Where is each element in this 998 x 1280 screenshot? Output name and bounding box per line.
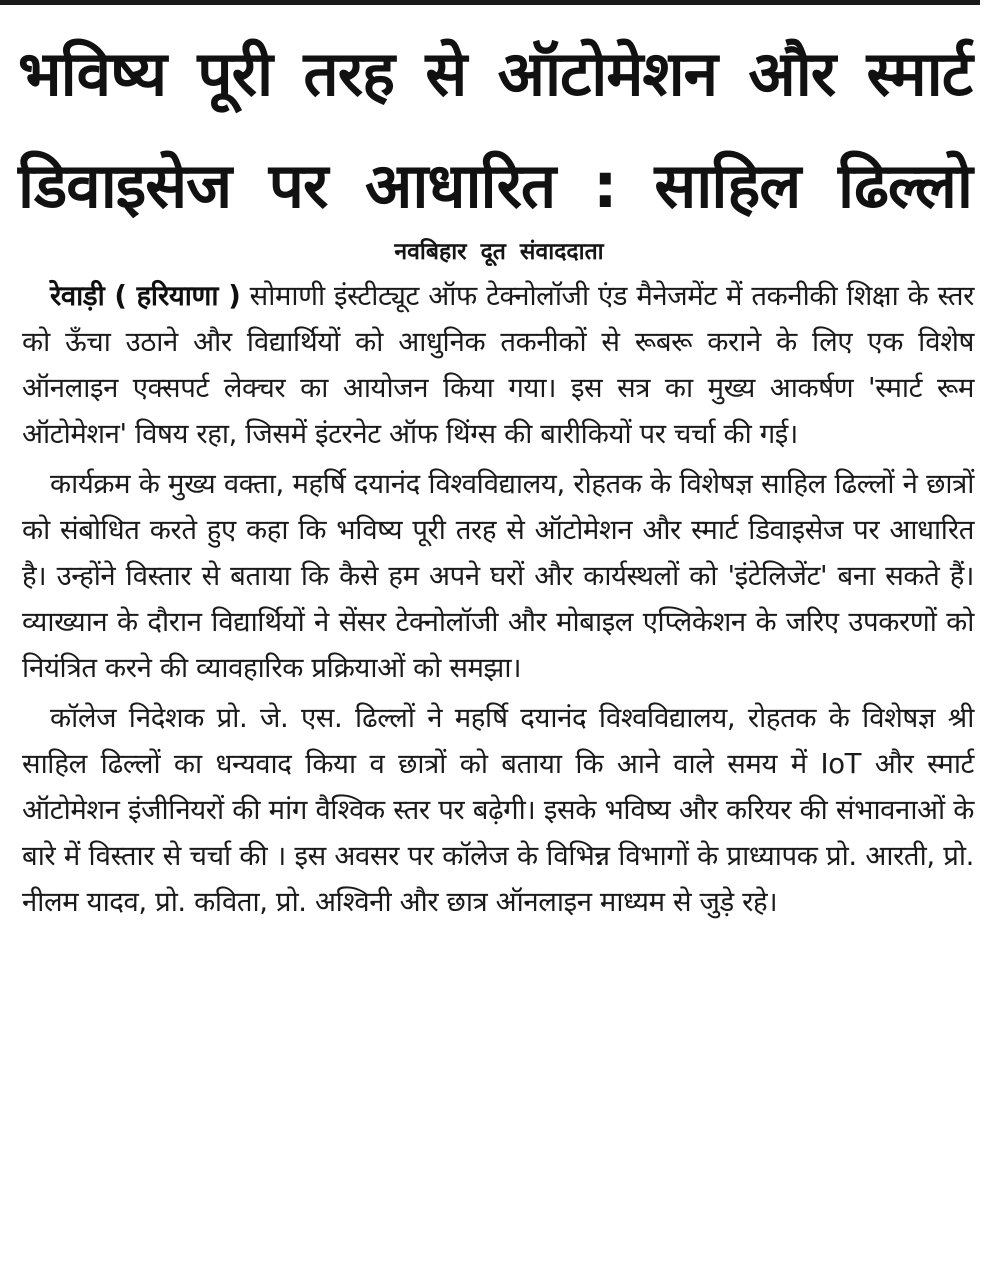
article-paragraph-3: कॉलेज निदेशक प्रो. जे. एस. ढिल्लों ने महर्षि दयानंद विश्वविद्यालय, रोहतक के विशेषज्ञ श्री साहिल ढिल्लों का धन्यवाद किया व छात्रों को बताया कि आने वाले समय में IoT और स्मार्ट ऑटोमेशन इंजीनियरों की मांग वैश्विक स्तर पर बढ़ेगी। इसके भविष्य और करियर की संभावनाओं के बारे में विस्तार से चर्चा की । इस अवसर पर कॉलेज के विभिन्न विभागों के प्राध्यापक प्रो. आरती, प्रो. नीलम यादव, प्रो. कविता, प्रो. अश्विनी और छात्र ऑनलाइन माध्यम से जुड़े रहे। <box>22 702 974 918</box>
article-body <box>22 273 974 929</box>
headline-line-2: डिवाइसेज पर आधारित : साहिल ढिल्लो <box>18 149 972 222</box>
dateline: रेवाड़ी ( हरियाणा ) <box>50 280 241 312</box>
byline: नवबिहार दूत संवाददाता <box>394 239 604 265</box>
top-border-rule <box>0 0 980 5</box>
paragraph-1-text: सोमाणी इंस्टीट्यूट ऑफ टेक्नोलॉजी एंड मैनेजमेंट में तकनीकी शिक्षा के स्तर को ऊँचा उठाने और विद्यार्थियों को आधुनिक तकनीकों से रूबरू कराने के लिए एक विशेष ऑनलाइन एक्सपर्ट लेक्चर का आयोजन किया गया। इस सत्र का मुख्य आकर्षण 'स्मार्ट रूम ऑटोमेशन' विषय रहा, जिसमें इंटरनेट ऑफ थिंग्स की बारीकियों पर चर्चा की गई। <box>22 280 974 450</box>
article-paragraph-1 <box>22 273 974 457</box>
article-paragraph-2: कार्यक्रम के मुख्य वक्ता, महर्षि दयानंद विश्वविद्यालय, रोहतक के विशेषज्ञ साहिल ढिल्लों ने छात्रों को संबोधित करते हुए कहा कि भविष्य पूरी तरह से ऑटोमेशन और स्मार्ट डिवाइसेज पर आधारित है। उन्होंने विस्तार से बताया कि कैसे हम अपने घरों और कार्यस्थलों को 'इंटेलिजेंट' बना सकते हैं। व्याख्यान के दौरान विद्यार्थियों ने सेंसर टेक्नोलॉजी और मोबाइल एप्लिकेशन के जरिए उपकरणों को नियंत्रित करने की व्यावहारिक प्रक्रियाओं को समझा। <box>22 468 974 684</box>
headline-line-1: भविष्य पूरी तरह से ऑटोमेशन और स्मार्ट <box>18 37 972 110</box>
